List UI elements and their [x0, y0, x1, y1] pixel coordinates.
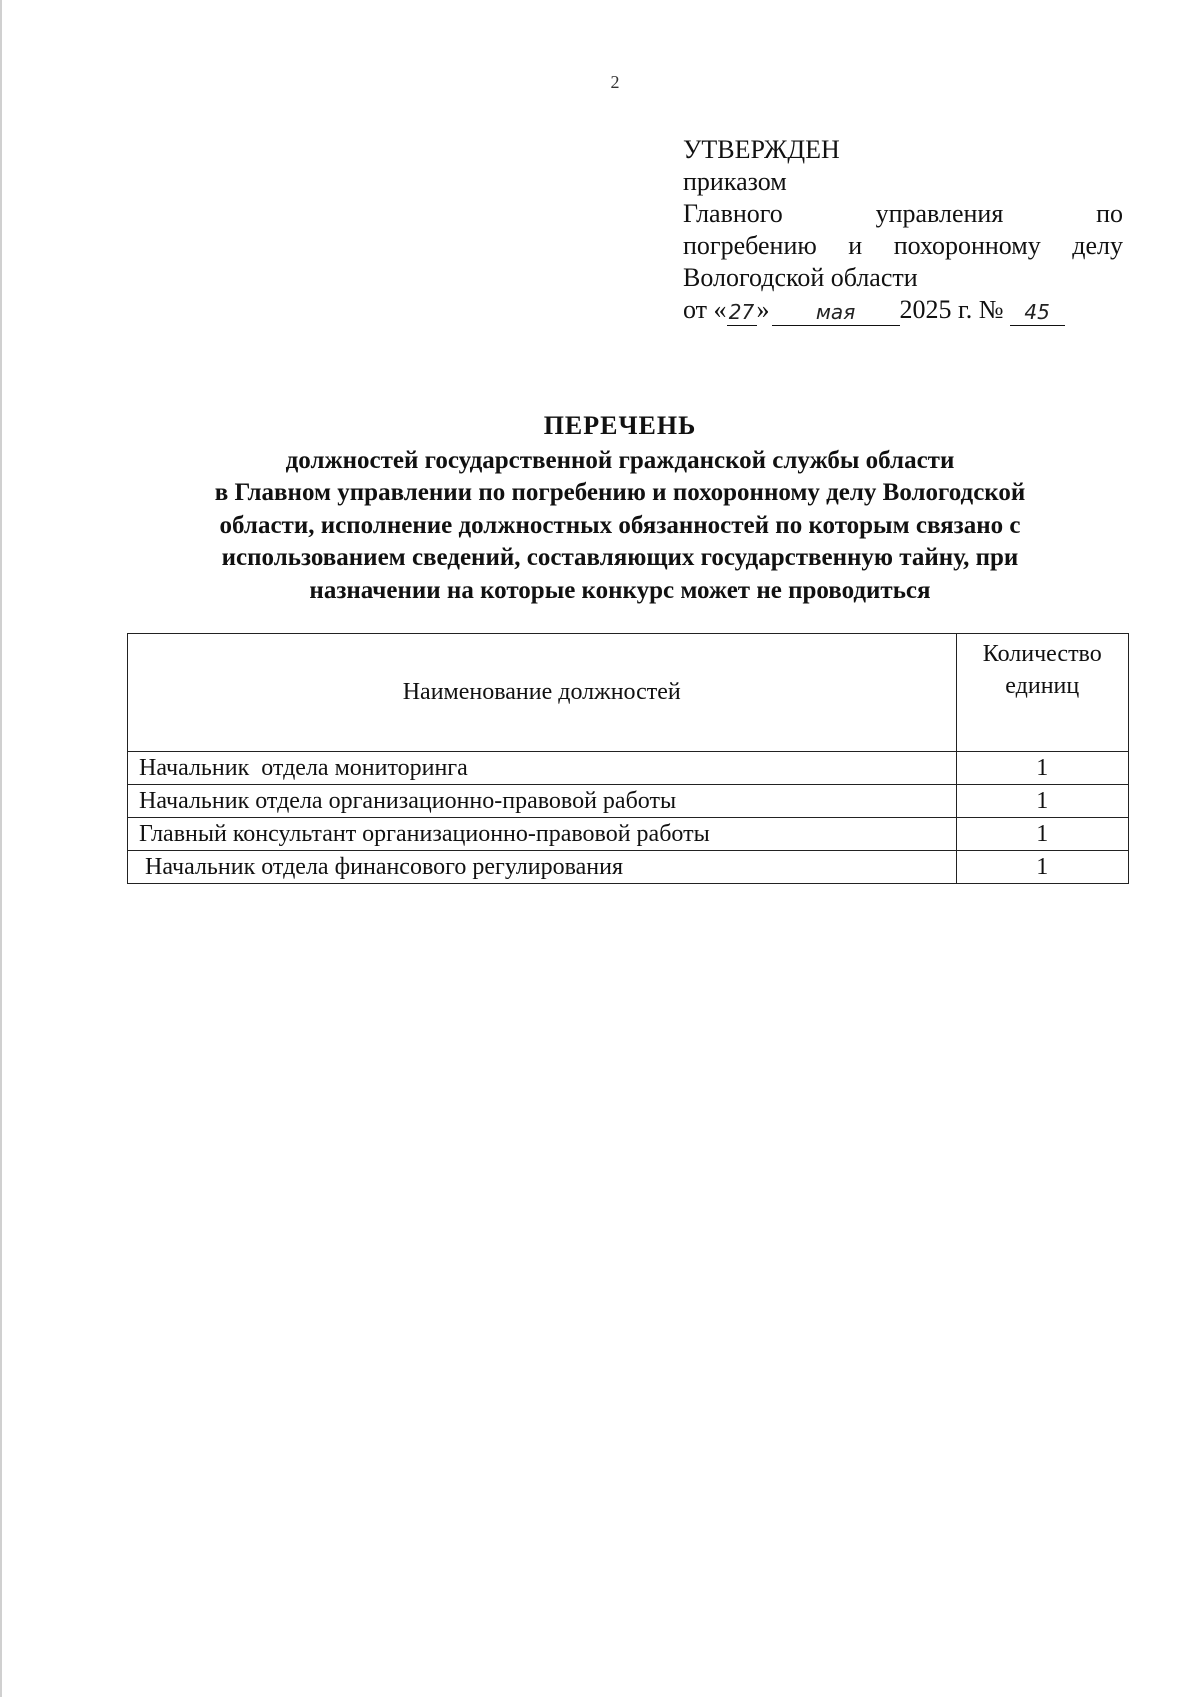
handwritten-order-number: 45: [1010, 299, 1065, 326]
position-count: 1: [956, 851, 1128, 884]
title-line: использованием сведений, составляющих государственную тайну, при: [221, 544, 1019, 571]
position-name: Начальник отдела мониторинга: [128, 752, 957, 785]
approval-org-word: погребению: [683, 231, 817, 260]
approval-org-word: и: [848, 231, 863, 260]
title-line: должностей государственной гражданской службы области: [285, 446, 955, 474]
approval-org-line-1: [683, 198, 1123, 230]
approval-org-word: по: [1096, 199, 1123, 228]
title-line: в Главном управлении по погребению и похоронному делу Вологодской: [214, 479, 1026, 506]
approval-title: УТВЕРЖДЕН: [683, 135, 840, 164]
approval-org-word: управления: [875, 199, 1004, 228]
page-edge: [0, 0, 2, 1697]
table-row: [128, 818, 1129, 851]
approval-org-line-2: [683, 230, 1123, 262]
position-name: Начальник отдела организационно-правовой работы: [128, 785, 957, 818]
table-row: [128, 752, 1129, 785]
page-number: 2: [610, 72, 620, 92]
approval-org-word: похоронному: [893, 231, 1041, 260]
header-position-name: Наименование должностей: [128, 634, 957, 752]
position-count: 1: [956, 785, 1128, 818]
date-prefix: от «: [683, 295, 727, 324]
approval-org-word: делу: [1072, 231, 1123, 260]
title-heading: ПЕРЕЧЕНЬ: [543, 411, 697, 440]
header-count-line-1: Количество: [982, 641, 1102, 667]
document-title: [120, 410, 1120, 607]
table-row: [128, 785, 1129, 818]
header-unit-count: [956, 634, 1128, 752]
table-row: [128, 851, 1129, 884]
positions-table: [127, 633, 1129, 884]
position-count: 1: [956, 752, 1128, 785]
handwritten-month: мая: [772, 299, 900, 326]
approval-by-order: приказом: [683, 167, 787, 196]
date-year: 2025 г. №: [899, 295, 1004, 324]
approval-org-line-3: Вологодской области: [683, 263, 918, 292]
position-count: 1: [956, 818, 1128, 851]
approval-block: [683, 134, 1123, 326]
header-count-line-2: единиц: [1005, 673, 1080, 699]
position-name: Начальник отдела финансового регулирования: [128, 851, 957, 884]
table-header-row: [128, 634, 1129, 752]
position-name: Главный консультант организационно-правовой работы: [128, 818, 957, 851]
title-line: области, исполнение должностных обязанностей по которым связано с: [219, 511, 1021, 539]
date-mid: »: [756, 295, 770, 324]
approval-date-line: [683, 294, 1123, 326]
handwritten-day: 27: [727, 299, 757, 326]
title-line: назначении на которые конкурс может не проводиться: [309, 576, 931, 604]
approval-org-word: Главного: [683, 199, 783, 228]
